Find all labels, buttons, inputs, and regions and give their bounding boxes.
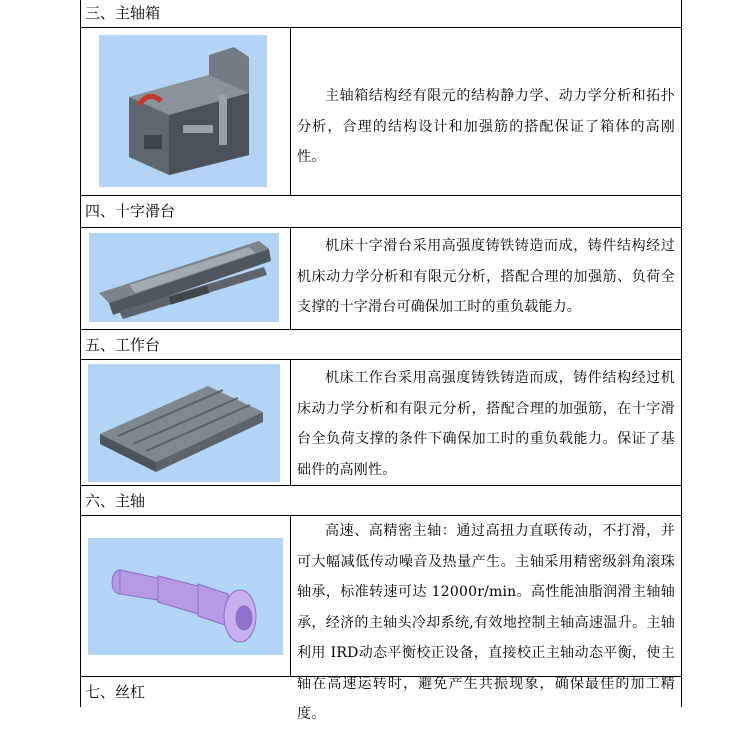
worktable-image: [88, 364, 280, 482]
heading-text: 三、主轴箱: [85, 4, 161, 22]
spindle-image: [88, 538, 283, 655]
heading-text: 五、工作台: [85, 336, 161, 354]
section-heading-worktable: [80, 330, 682, 360]
section-row-spindle-box: [80, 27, 682, 196]
section-heading-ball-screw: [80, 677, 682, 707]
section-text: 高速、高精密主轴：通过高扭力直联传动，不打滑，并可大幅减低传动噪音及热量产生。主轴采用精密级斜角滚珠轴承，标准转速可达 12000r/min。高性能油脂润滑主轴轴承，经济的主轴头冷却系统,有效地控制主轴高速温升。主轴利用 IRD动态平衡校正设备，直接校正主轴动态平衡，使主轴在高速运转时，避免产生共振现象，确保最佳的加工精度。: [297, 523, 675, 722]
image-cell: [81, 228, 291, 329]
section-row-worktable: [80, 359, 682, 486]
section-text: 机床十字滑台采用高强度铸铁铸造而成，铸件结构经过机床动力学分析和有限元分析，搭配合理的加强筋、负荷全支撑的十字滑台可确保加工时的重负载能力。: [297, 238, 675, 315]
heading-text: 四、十字滑台: [85, 202, 176, 220]
image-cell: [81, 28, 291, 195]
image-cell: [81, 360, 291, 485]
heading-text: 七、丝杠: [85, 683, 146, 701]
image-cell: [81, 516, 291, 676]
cross-slide-image: [89, 233, 279, 322]
section-heading-spindle: [80, 486, 682, 516]
section-heading-cross-slide: [80, 196, 682, 228]
heading-text: 六、主轴: [85, 492, 146, 510]
section-row-cross-slide: [80, 227, 682, 330]
section-text: 主轴箱结构经有限元的结构静力学、动力学分析和拓扑分析，合理的结构设计和加强筋的搭配保证了箱体的高刚性。: [297, 88, 675, 165]
spindle-box-image: [99, 35, 267, 187]
section-heading-spindle-box: [80, 0, 682, 28]
section-text: 机床工作台采用高强度铸铁铸造而成，铸件结构经过机床动力学分析和有限元分析，搭配合理的加强筋，在十字滑台全负荷支撑的条件下确保加工时的重负载能力。保证了基础件的高刚性。: [297, 370, 675, 478]
